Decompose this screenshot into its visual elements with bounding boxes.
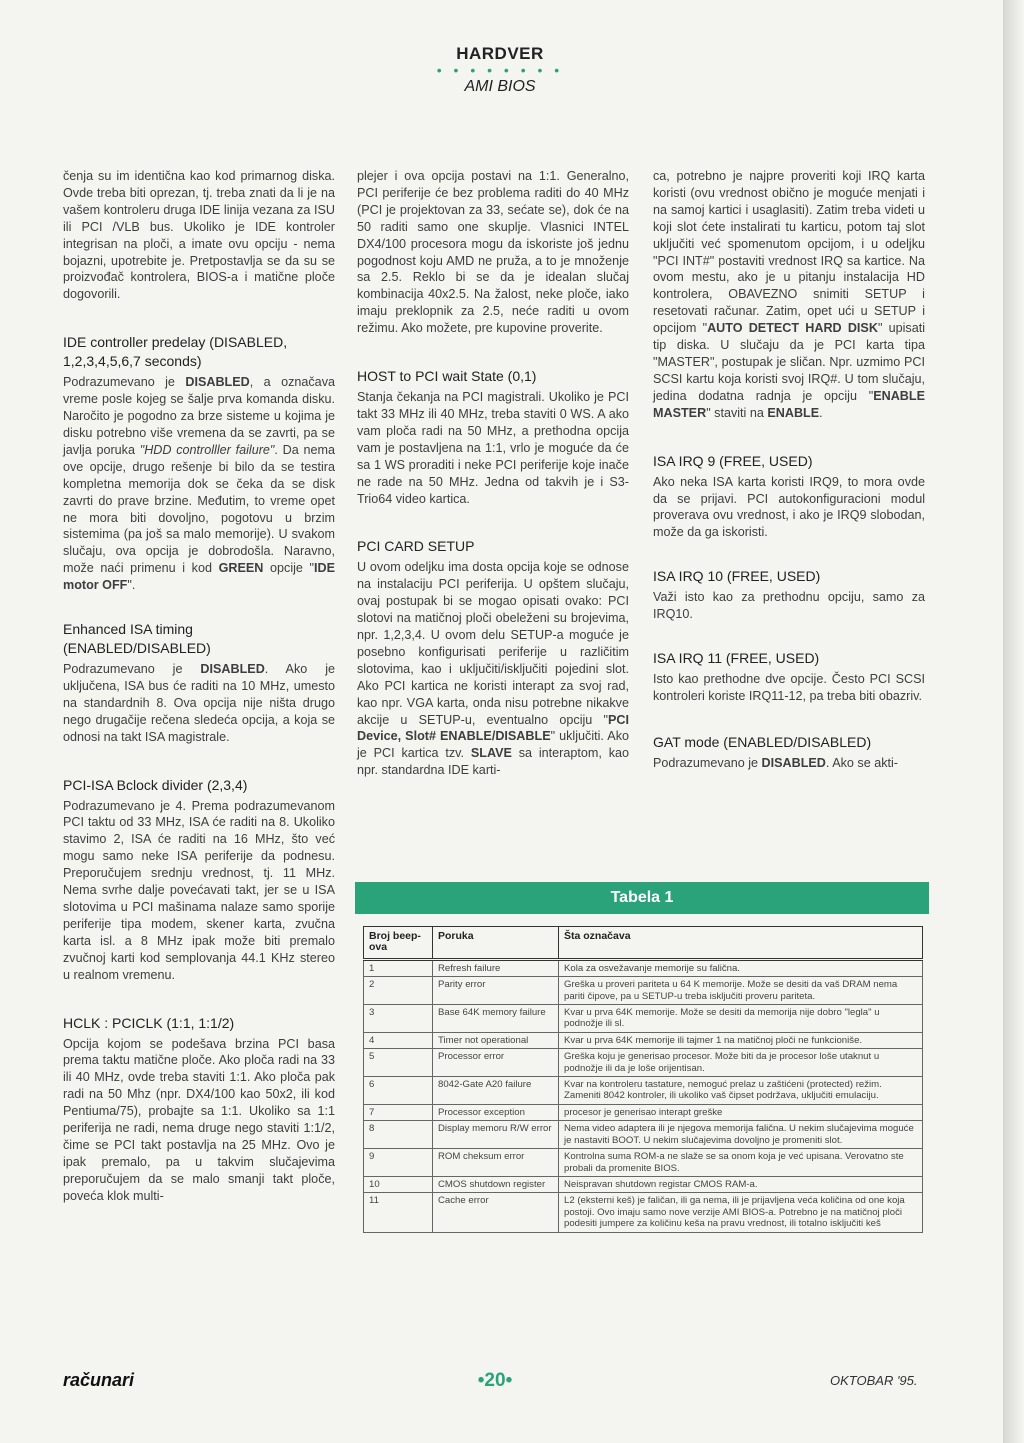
table-header-cell: Poruka bbox=[433, 927, 559, 960]
section-title: HARDVER bbox=[456, 44, 544, 63]
enhanced-isa-text: Podrazumevano je DISABLED. Ako je uključena, ISA bus će raditi na 10 MHz, umesto na standardnih 8. Ova opcija nije ništa drugo nego drugačije rečena sledeća opcija, a koja se odnosi na takt ISA magistrale. bbox=[63, 662, 335, 744]
table-row bbox=[364, 959, 923, 976]
magazine-name: računari bbox=[63, 1370, 135, 1390]
col2-intro: plejer i ova opcija postavi na 1:1. Generalno, PCI periferije će bez problema raditi do 40 MHz (PCI je projektovan za 33, sećate se), dok će na 50 raditi samo one skuplje. Vlasnici INTEL DX4/100 procesora mogu da iskoriste još jednu pogodnost koju AMD ne pruža, a to je množenje sa 2.5. Reklo bi se da je idealan slučaj kombinacija 40x2.5. Na žalost, neke ploče, iako imaju preklopnik za 2.5, neće raditi u ovom režimu. Ako možete, pre kupovine proverite. bbox=[357, 169, 629, 336]
table-row bbox=[364, 1176, 923, 1192]
table-cell: Processor exception bbox=[433, 1104, 559, 1120]
issue-date: OKTOBAR '95. bbox=[830, 1373, 918, 1388]
hclk-text: Opcija kojom se podešava brzina PCI basa prema taktu matične ploče. Ako ploča radi na 33 ili 40 MHz, ovde treba staviti 1:1. Ako ploča pak radi na 50 Mhz (npr. DX4/100 kao 50x2, ili kod Pentiuma/75), probajte sa 1:1. Ukoliko sa 1:1 periferija ne radi, nema druge nego staviti 1:1/2, čime se PCI takt postavlja na 25 MHz. Ovo je ipak premalo, pa u takvim slučajevima preporučujem da se malo smanji takt ploče, poveća klok multi- bbox=[63, 1036, 335, 1203]
table-cell: 6 bbox=[364, 1077, 433, 1105]
table-row bbox=[364, 1005, 923, 1033]
table-cell: Kvar u prva 64K memorije. Može se desiti da memorija nije dobro "legla" u podnožje ili sl. bbox=[559, 1005, 923, 1033]
table-cell: Greška u proveri pariteta u 64 K memorije. Može se desiti da vaš DRAM nema pariti čipove, pa u SETUP-u treba isključiti proveru pariteta. bbox=[559, 977, 923, 1005]
table-cell: Kontrolna suma ROM-a ne slaže se sa onom koja je već upisana. Verovatno ste probali da promenite BIOS. bbox=[559, 1149, 923, 1177]
section-subtitle: AMI BIOS bbox=[464, 78, 536, 95]
table-cell: Processor error bbox=[433, 1049, 559, 1077]
table-cell: procesor je generisao interapt greške bbox=[559, 1104, 923, 1120]
table-cell: 11 bbox=[364, 1193, 433, 1232]
table-cell: ROM cheksum error bbox=[433, 1149, 559, 1177]
ide-predelay-text: Podrazumevano je DISABLED, a označava vreme posle kojeg se šalje prva komanda disku. Naročito je pogodno za brze sisteme u kojima je disku potrebno više vremena da se zavrti, pa se javlja poruka "HDD controlller failure". Da nema ove opcije, drugo rešenje bi bilo da se testira kompletna memorija dok se čeka da se disk zavrti do prave brzine. Međutim, to vreme opet ne mora biti dovoljno, pogotovu u brzim sistemima (pa još sa malo memorije). U svakom slučaju, ova opcija je dobrodošla. Naravno, može naći primenu i kod GREEN opcije "IDE motor OFF". bbox=[63, 375, 336, 593]
table-cell: 10 bbox=[364, 1176, 433, 1192]
table-row bbox=[364, 977, 923, 1005]
page-edge-shadow bbox=[1003, 0, 1024, 1443]
table-cell: Display memoru R/W error bbox=[433, 1121, 559, 1149]
isa-irq9-text: Ako neka ISA karta koristi IRQ9, to mora ovde da se prijavi. PCI autokonfiguracioni modul proverava ovu vrednost, i ako je IRQ9 slobodan, može da ga iskoristi. bbox=[653, 474, 925, 540]
table-cell: CMOS shutdown register bbox=[433, 1176, 559, 1192]
table-cell: L2 (eksterni keš) je faličan, ili ga nema, ili je prijavljena veća količina od one koja postoji. Ovo imaju samo nove verzije AMI BIOS-a. Potrebno je na matičnoj ploči podesiti jumpere za količinu keša na pravu vrednost, ili totalno isključiti keš bbox=[559, 1193, 923, 1232]
table-cell: Parity error bbox=[433, 977, 559, 1005]
pci-card-setup-text: U ovom odeljku ima dosta opcija koje se odnose na instalaciju PCI periferija. U opštem slučaju, ovaj postupak bi se mogao opisati ovako: PCI slotovi na matičnoj ploči obeleženi su brojevima, npr. 1,2,3,4. U ovom delu SETUP-a moguće je posebno konfigurisati periferije u različitim slotovima, kao i uključiti/isključiti pojedini slot. Ako PCI kartica ne koristi interapt za svoj rad, kao npr. VGA karta, onda nisu potrebne nikakve akcije u SETUP-u, eventualno opciju "PCI Device, Slot# ENABLE/DISABLE" uključiti. Ako je PCI kartica tzv. SLAVE sa interaptom, kao npr. standardna IDE karti- bbox=[357, 560, 630, 778]
table-cell: 5 bbox=[364, 1049, 433, 1077]
table-cell: Cache error bbox=[433, 1193, 559, 1232]
host-pci-wait-text: Stanja čekanja na PCI magistrali. Ukoliko je PCI takt 33 MHz ili 40 MHz, treba staviti 0 WS. A ako vam ploča radi na 50 MHz, a prethodna opcija vam je postavljena na 1:1, vrlo je moguće da će sa 1 WS proraditi i neke PCI periferije koje inače ne rade na 50 MHz. Jedna od takvih je i S3-Trio64 video kartica. bbox=[357, 390, 629, 506]
heading-hclk: HCLK : PCICLK (1:1, 1:1/2) bbox=[63, 1014, 235, 1031]
heading-isa-irq10: ISA IRQ 10 (FREE, USED) bbox=[653, 568, 821, 585]
table-cell: Base 64K memory failure bbox=[433, 1005, 559, 1033]
table-cell: Kvar na kontroleru tastature, nemoguć prelaz u zaštićeni (protected) režim. Zameniti 8042 kontroler, ili ukoliko vaš čipset podržava, uključiti emulaciju. bbox=[559, 1077, 923, 1105]
table-row bbox=[364, 1193, 923, 1232]
table-row bbox=[364, 1077, 923, 1105]
table-cell: 8042-Gate A20 failure bbox=[433, 1077, 559, 1105]
table-cell: 8 bbox=[364, 1121, 433, 1149]
table-cell: Neispravan shutdown registar CMOS RAM-a. bbox=[559, 1176, 923, 1192]
col3-intro: ca, potrebno je najpre proveriti koji IRQ karta koristi (ovu vrednost obično je moguće menjati i na samoj kartici i usaglasiti). Zatim treba videti u koji slot ćete instalirati tu karticu, potom taj slot uključiti već spomenutom opcijom, i u odeljku "PCI INT#" postaviti vrednost IRQ sa kartice. Na ovom mestu, ako je u pitanju instalacija HD kontrolera, OBAVEZNO snimiti SETUP i resetovati računar. Zatim, opet ući u SETUP i opcijom "AUTO DETECT HARD DISK" upisati tip diska. U slučaju da je PCI karta tipa "MASTER", postupak je sličan. Npr. uzmimo PCI SCSI kartu koja koristi svoj IRQ#. U tom slučaju, jedina dodatna radnja je opciju "ENABLE MASTER" staviti na ENABLE. bbox=[653, 169, 926, 420]
beep-codes-table bbox=[363, 926, 923, 1233]
header-dots: • • • • • • • • bbox=[436, 62, 564, 78]
table-row bbox=[364, 1121, 923, 1149]
table-cell: Timer not operational bbox=[433, 1032, 559, 1048]
table-cell: 7 bbox=[364, 1104, 433, 1120]
heading-enhanced-isa: Enhanced ISA timing (ENABLED/DISABLED) bbox=[63, 621, 211, 657]
page-number: •20• bbox=[477, 1370, 513, 1391]
heading-host-pci-wait: HOST to PCI wait State (0,1) bbox=[357, 368, 537, 385]
table-header-cell: Šta označava bbox=[559, 927, 923, 960]
table-cell: Greška koju je generisao procesor. Može biti da je procesor loše utaknut u podnožje ili da je loše orijentisan. bbox=[559, 1049, 923, 1077]
table-header-row bbox=[364, 927, 923, 960]
table-cell: Refresh failure bbox=[433, 959, 559, 976]
column-2 bbox=[357, 168, 629, 779]
column-3 bbox=[653, 168, 925, 772]
isa-irq10-text: Važi isto kao za prethodnu opciju, samo za IRQ10. bbox=[653, 590, 925, 622]
table-cell: Kola za osvežavanje memorije su falična. bbox=[559, 959, 923, 976]
table-cell: Nema video adaptera ili je njegova memorija falična. U nekim slučajevima moguće je nastaviti BOOT. U nekim slučajevima dovoljno je promeniti slot. bbox=[559, 1121, 923, 1149]
heading-isa-irq9: ISA IRQ 9 (FREE, USED) bbox=[653, 452, 813, 469]
gat-mode-text: Podrazumevano je DISABLED. Ako se akti- bbox=[653, 755, 898, 770]
column-1 bbox=[63, 168, 335, 1205]
isa-irq11-text: Isto kao prethodne dve opcije. Često PCI SCSI kontroleri koriste IRQ11-12, pa treba biti obazriv. bbox=[653, 672, 925, 703]
col1-intro: čenja su im identična kao kod primarnog diska. Ovde treba biti oprezan, tj. treba znati da li je na vašem kontroleru druga IDE linija vezana za ISU ili PCI /VLB bus. Ukoliko je IDE kontroler integrisan na ploči, a imate ovu opciju - nema bojazni, upotrebite je. Pretpostavlja se da su se proizvođač kontrolera, BIOS-a i matične ploče dogovorili. bbox=[63, 169, 335, 302]
heading-pci-isa-divider: PCI-ISA Bclock divider (2,3,4) bbox=[63, 776, 248, 793]
table-row bbox=[364, 1049, 923, 1077]
table-header-cell: Broj beep-ova bbox=[364, 927, 433, 960]
heading-ide-predelay: IDE controller predelay (DISABLED, 1,2,3,4,5,6,7 seconds) bbox=[63, 334, 288, 370]
heading-isa-irq11: ISA IRQ 11 (FREE, USED) bbox=[653, 650, 820, 667]
table-cell: 9 bbox=[364, 1149, 433, 1177]
table-cell: 4 bbox=[364, 1032, 433, 1048]
table-row bbox=[364, 1104, 923, 1120]
table-cell: 2 bbox=[364, 977, 433, 1005]
heading-gat-mode: GAT mode (ENABLED/DISABLED) bbox=[653, 733, 872, 750]
table-cell: Kvar u prva 64K memorije ili tajmer 1 na matičnoj ploči ne funkcioniše. bbox=[559, 1032, 923, 1048]
heading-pci-card-setup: PCI CARD SETUP bbox=[357, 538, 475, 555]
table-row bbox=[364, 1032, 923, 1048]
page-header bbox=[0, 44, 1000, 96]
table-title: Tabela 1 bbox=[355, 882, 929, 914]
table-cell: 3 bbox=[364, 1005, 433, 1033]
pci-isa-divider-text: Podrazumevano je 4. Prema podrazumevanom PCI taktu od 33 MHz, ISA će raditi na 8. Ukoliko stavimo 2, ISA će raditi na 16 MHz, što već mogu samo neke ISA periferije da podnesu. Preporučujem srednju vrednost, tj. 11 MHz. Nema svrhe dalje povećavati takt, jer se u ISA slotovima u PCI mašinama nalaze samo sporije periferije tipa modem, skener karta, zvučna karta isl. a 8 MHz ipak može biti premalo zvučnoj karti kod semplovanja 44.1 KHz stereo u realnom vremenu. bbox=[63, 798, 335, 982]
table-row bbox=[364, 1149, 923, 1177]
beep-codes-table-box bbox=[355, 882, 929, 1233]
table-cell: 1 bbox=[364, 959, 433, 976]
